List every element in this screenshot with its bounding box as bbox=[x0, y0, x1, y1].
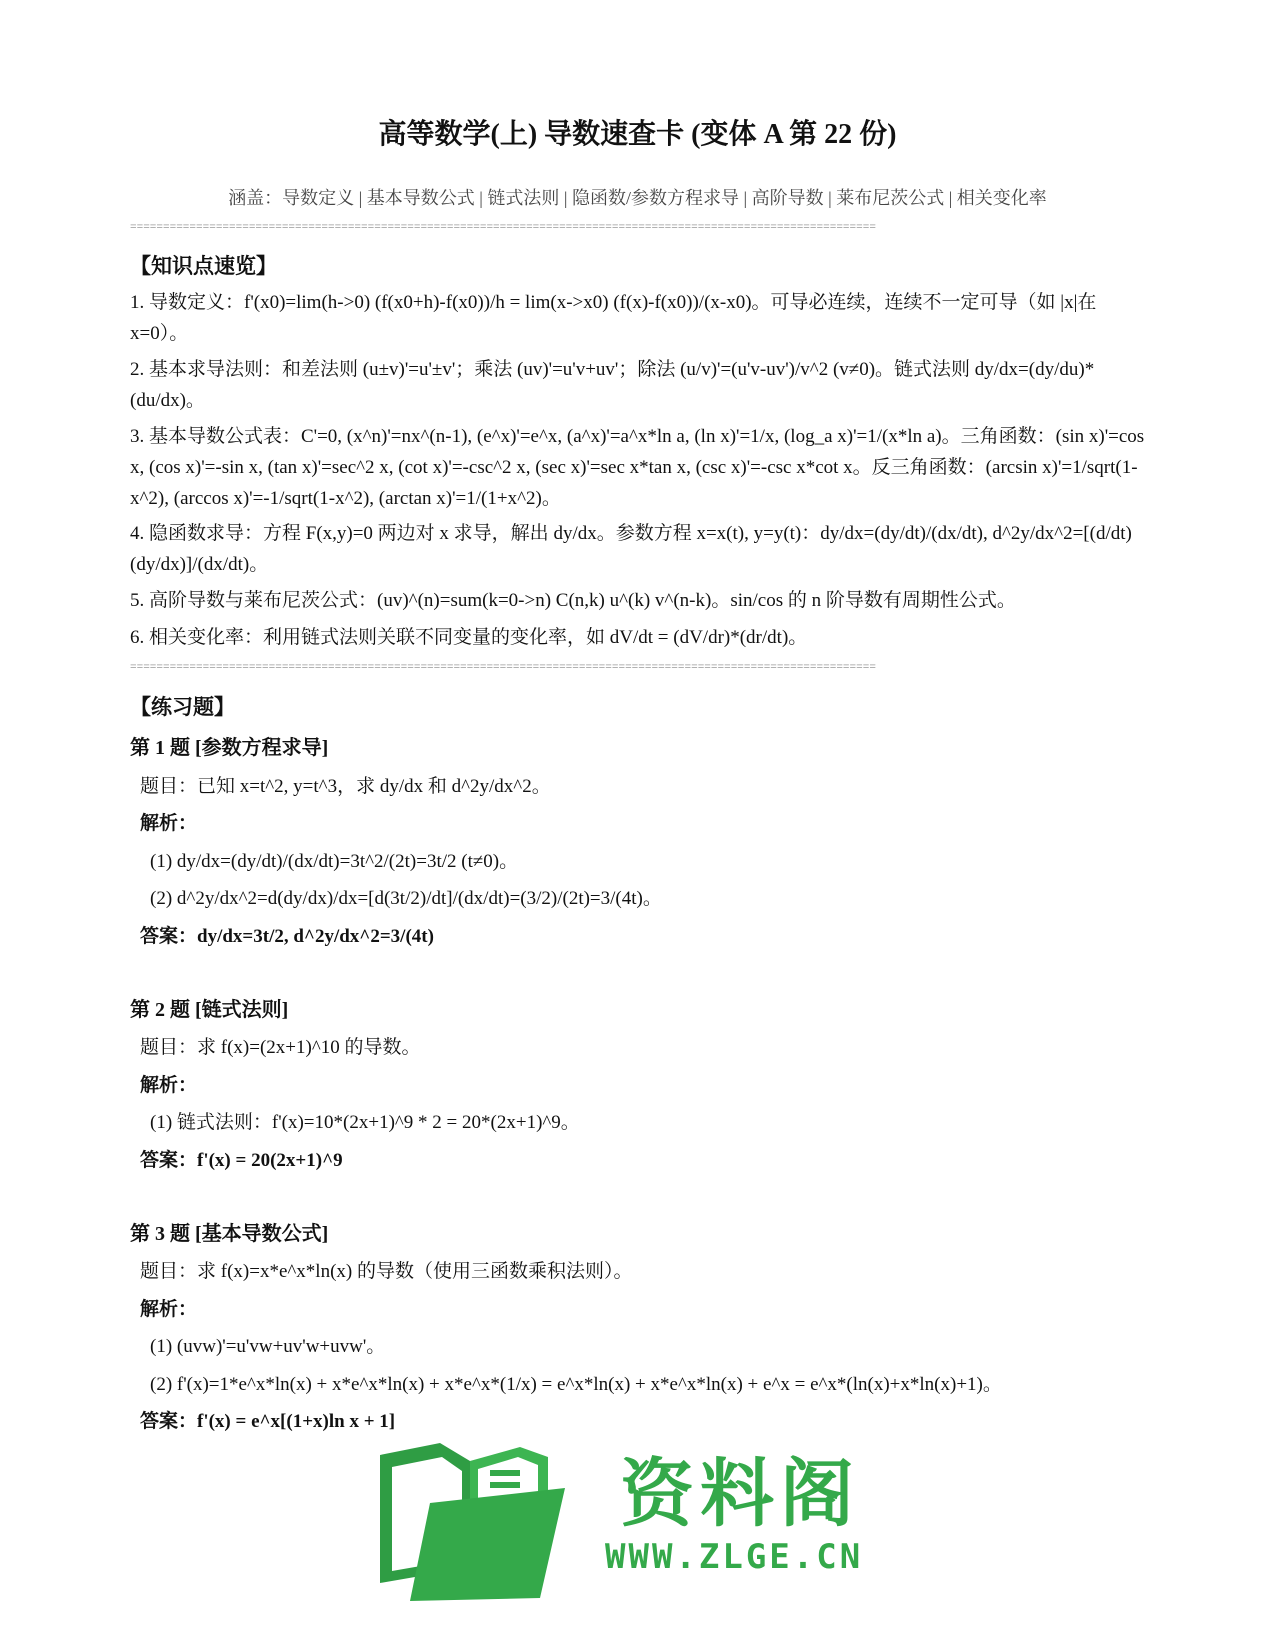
knowledge-item: 2. 基本求导法则：和差法则 (u±v)'=u'±v'；乘法 (uv)'=u'v+uv'；除法 (u/v)'=(u'v-uv')/v^2 (v≠0)。链式法则 dy/dx=(dy/du)*(du/dx)。 bbox=[130, 359, 1095, 411]
analysis-step: (1) dy/dx=(dy/dt)/(dx/dt)=3t^2/(2t)=3t/2 (t≠0)。 bbox=[150, 851, 519, 872]
divider: ================================================================================================================= bbox=[130, 222, 876, 234]
coverage-line: 涵盖：导数定义 | 基本导数公式 | 链式法则 | 隐函数/参数方程求导 | 高阶导数 | 莱布尼茨公式 | 相关变化率 bbox=[228, 188, 1047, 208]
question-text: 题目：已知 x=t^2, y=t^3，求 dy/dx 和 d^2y/dx^2。 bbox=[140, 776, 551, 797]
watermark-name: 资料阁 bbox=[620, 1451, 860, 1537]
analysis-step: (2) d^2y/dx^2=d(dy/dx)/dx=[d(3t/2)/dt]/(dx/dt)=(3/2)/(2t)=3/(4t)。 bbox=[150, 888, 662, 909]
knowledge-item: 6. 相关变化率：利用链式法则关联不同变量的变化率，如 dV/dt = (dV/dr)*(dr/dt)。 bbox=[130, 627, 808, 648]
watermark-url: WWW.ZLGE.CN bbox=[605, 1537, 864, 1577]
folder-book-icon bbox=[370, 1433, 570, 1603]
answer-line: 答案：dy/dx=3t/2, d^2y/dx^2=3/(4t) bbox=[140, 926, 434, 947]
analysis-step: (1) 链式法则：f'(x)=10*(2x+1)^9 * 2 = 20*(2x+1)^9。 bbox=[150, 1112, 580, 1133]
knowledge-item: 4. 隐函数求导：方程 F(x,y)=0 两边对 x 求导，解出 dy/dx。参数方程 x=x(t), y=y(t)：dy/dx=(dy/dt)/(dx/dt), d^2y/dx^2=[(d/dt)(dy/dx)]/(dx/dt)。 bbox=[130, 523, 1132, 575]
page-title: 高等数学(上) 导数速查卡 (变体 A 第 22 份) bbox=[378, 119, 897, 150]
question-text: 题目：求 f(x)=(2x+1)^10 的导数。 bbox=[140, 1037, 421, 1058]
answer-line: 答案：f'(x) = e^x[(1+x)ln x + 1] bbox=[140, 1411, 396, 1432]
knowledge-item: 5. 高阶导数与莱布尼茨公式：(uv)^(n)=sum(k=0->n) C(n,k) u^(k) v^(n-k)。sin/cos 的 n 阶导数有周期性公式。 bbox=[130, 590, 1016, 611]
watermark-logo bbox=[395, 1435, 875, 1645]
knowledge-item: 3. 基本导数公式表：C'=0, (x^n)'=nx^(n-1), (e^x)'=e^x, (a^x)'=a^x*ln a, (ln x)'=1/x, (log_a x)'=1/(x*ln a)。三角函数：(sin x)'=cos x, (cos x)'=-sin x, (tan x)'=sec^2 x, (cot x)'=-csc^2 x, (sec x)'=sec x*tan x, (csc x)'=-csc x*cot x。反三角函数：(arcsin x)'=1/sqrt(1-x^2), (arccos x)'=-1/sqrt(1-x^2), (arctan x)'=1/(1+x^2)。 bbox=[130, 426, 1145, 509]
analysis-label: 解析： bbox=[140, 813, 198, 834]
knowledge-heading: 【知识点速览】 bbox=[130, 254, 277, 278]
analysis-step: (2) f'(x)=1*e^x*ln(x) + x*e^x*ln(x) + x*e^x*(1/x) = e^x*ln(x) + x*e^x*ln(x) + e^x = e^x*(ln(x)+x*ln(x)+1)。 bbox=[150, 1374, 1002, 1395]
answer-line: 答案：f'(x) = 20(2x+1)^9 bbox=[140, 1150, 343, 1171]
practice-heading: 【练习题】 bbox=[130, 695, 235, 719]
analysis-step: (1) (uvw)'=u'vw+uv'w+uvw'。 bbox=[150, 1336, 386, 1357]
analysis-label: 解析： bbox=[140, 1299, 198, 1320]
question-text: 题目：求 f(x)=x*e^x*ln(x) 的导数（使用三函数乘积法则）。 bbox=[140, 1261, 633, 1282]
analysis-label: 解析： bbox=[140, 1075, 198, 1096]
divider: ================================================================================================================= bbox=[130, 662, 876, 674]
knowledge-item: 1. 导数定义：f'(x0)=lim(h->0) (f(x0+h)-f(x0))/h = lim(x->x0) (f(x)-f(x0))/(x-x0)。可导必连续，连续不一定可导（如 |x|在 x=0）。 bbox=[130, 292, 1097, 344]
question-title: 第 2 题 [链式法则] bbox=[130, 999, 289, 1021]
question-title: 第 3 题 [基本导数公式] bbox=[130, 1223, 329, 1245]
question-title: 第 1 题 [参数方程求导] bbox=[130, 737, 329, 759]
